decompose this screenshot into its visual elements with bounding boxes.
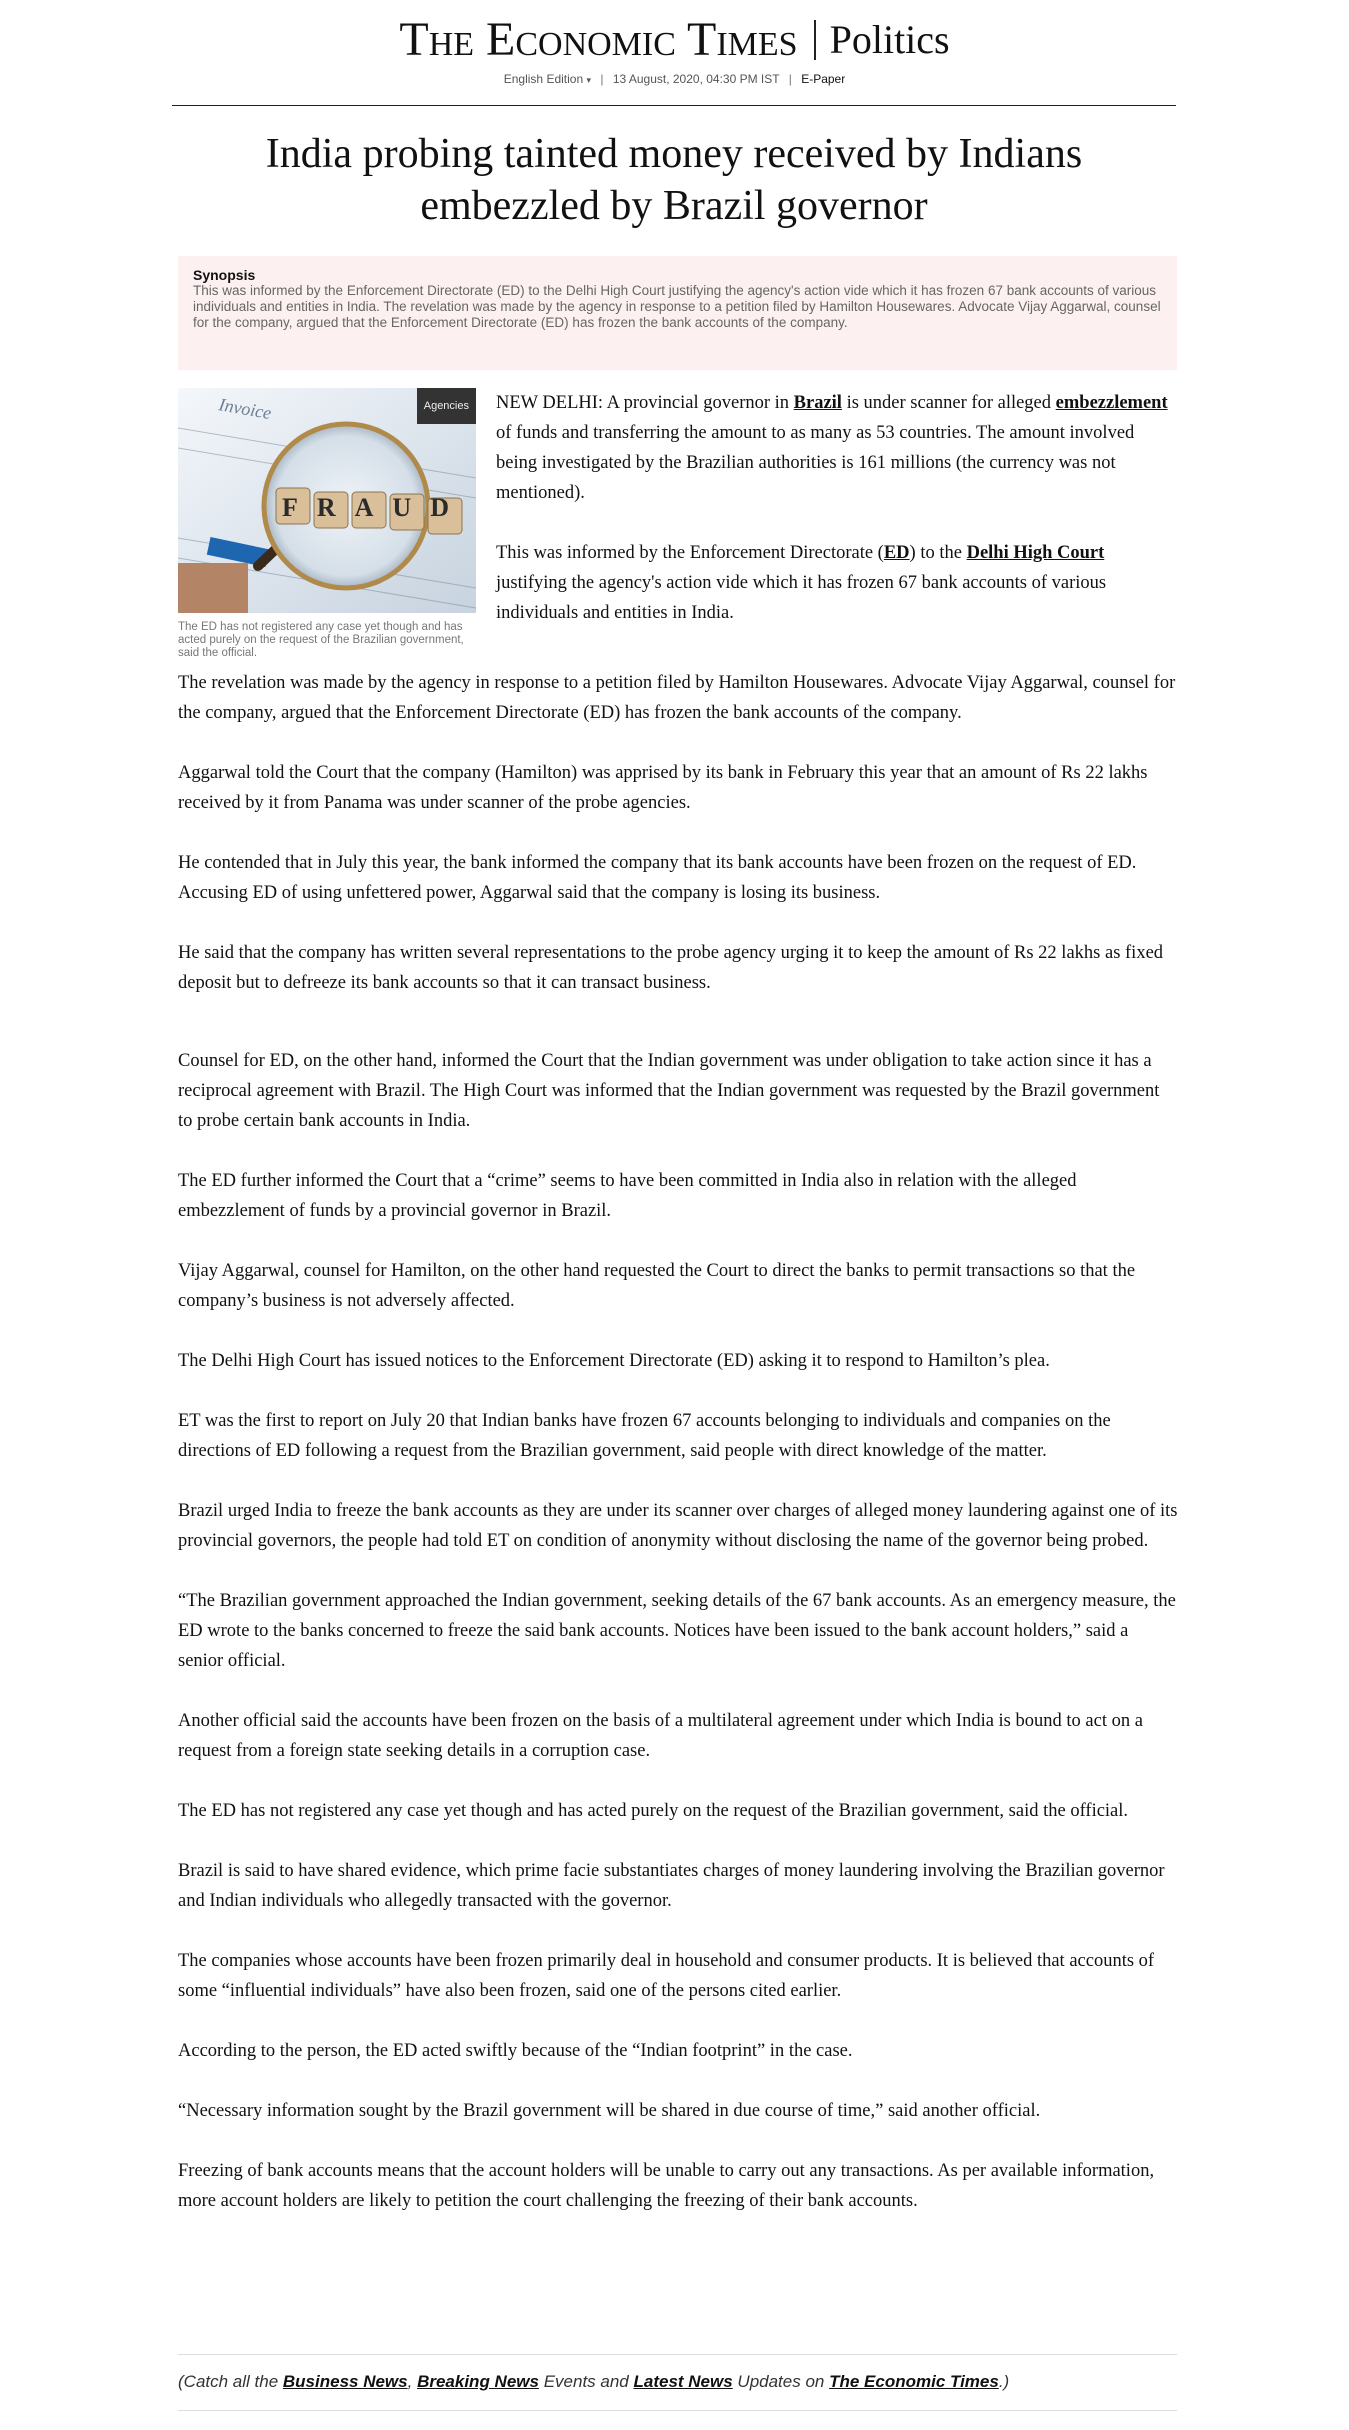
paragraph-text: of funds and transferring the amount to as many as 53 countries. The amount involved being investigated by the Brazilian authorities is 161 millions (the currency was not mentioned). bbox=[496, 423, 1135, 503]
meta-divider: | bbox=[600, 72, 604, 86]
paragraph: ET was the first to report on July 20 that Indian banks have frozen 67 accounts belonging to individuals and companies on the directions of ED following a request from the Brazilian government, said people with direct knowledge of the matter. bbox=[178, 1411, 1111, 1461]
paragraph: Another official said the accounts have been frozen on the basis of a multilateral agreement under which India is bound to act on a request from a foreign state seeking details in a corruption case. bbox=[178, 1711, 1143, 1761]
topic-link-brazil[interactable]: Brazil bbox=[793, 393, 842, 413]
breaking-news-link[interactable]: Breaking News bbox=[417, 2372, 539, 2391]
edition-selector[interactable] bbox=[504, 72, 591, 86]
paragraph: The revelation was made by the agency in response to a petition filed by Hamilton Housewares. Advocate Vijay Aggarwal, counsel for the company, argued that the Enforcement Directorate (ED) has frozen the bank accounts of the company. bbox=[178, 673, 1176, 723]
chevron-down-icon: ▾ bbox=[586, 75, 592, 85]
edition-label: English Edition bbox=[503, 72, 584, 86]
article-headline: India probing tainted money received by Indians embezzled by Brazil governor bbox=[265, 131, 1083, 229]
topic-link-embezzlement[interactable]: embezzlement bbox=[1055, 393, 1168, 413]
invoice-text: Invoice bbox=[217, 394, 273, 424]
paragraph: According to the person, the ED acted swiftly because of the “Indian footprint” in the case. bbox=[178, 2041, 853, 2061]
paragraph: He contended that in July this year, the bank informed the company that its bank accounts have been frozen on the request of ED. Accusing ED of using unfettered power, Aggarwal said that the company is losing its business. bbox=[178, 853, 1137, 903]
paragraph-text: justifying the agency's action vide which it has frozen 67 bank accounts of various individuals and entities in India. bbox=[496, 573, 1107, 623]
paragraph: Brazil is said to have shared evidence, which prime facie substantiates charges of money laundering involving the Brazilian governor and Indian individuals who allegedly transacted with the governor. bbox=[178, 1861, 1165, 1911]
epaper-link[interactable]: E-Paper bbox=[801, 72, 846, 86]
fraud-text: FRAUD bbox=[282, 493, 468, 522]
topic-link-delhi-high-court[interactable]: Delhi High Court bbox=[966, 543, 1105, 563]
paragraph-text: NEW DELHI: A provincial governor in bbox=[496, 393, 794, 413]
image-caption: The ED has not registered any case yet though and has acted purely on the request of the Brazilian government, said the official. bbox=[178, 621, 464, 659]
synopsis-text: This was informed by the Enforcement Directorate (ED) to the Delhi High Court justifying the agency's action vide which it has frozen 67 bank accounts of various individuals and entities in India. The revelation was made by the agency in response to a petition filed by Hamilton Housewares. Advocate Vijay Aggarwal, counsel for the company, argued that the Enforcement Directorate (ED) has frozen the bank accounts of the company. bbox=[193, 283, 1161, 330]
catch-all-news-line bbox=[178, 2372, 1177, 2392]
synopsis-title: Synopsis bbox=[193, 267, 256, 283]
synopsis-box bbox=[178, 256, 1177, 370]
latest-news-link[interactable]: Latest News bbox=[633, 2372, 733, 2391]
footer-text: , bbox=[407, 2372, 418, 2391]
paragraph: Freezing of bank accounts means that the account holders will be unable to carry out any transactions. As per available information, more account holders are likely to petition the court challenging the freezing of their bank accounts. bbox=[178, 2161, 1155, 2211]
brand-logo[interactable]: The Economic Times bbox=[399, 13, 798, 66]
footer-divider bbox=[178, 2354, 1177, 2355]
footer-text: (Catch all the bbox=[178, 2372, 283, 2391]
section-title[interactable]: Politics bbox=[829, 17, 950, 62]
business-news-link[interactable]: Business News bbox=[282, 2372, 408, 2391]
paragraph-text: This was informed by the Enforcement Directorate ( bbox=[496, 543, 884, 563]
article-image[interactable] bbox=[178, 388, 476, 613]
masthead bbox=[0, 14, 1349, 86]
footer-divider bbox=[178, 2410, 1177, 2411]
footer-text: .) bbox=[998, 2372, 1010, 2391]
paragraph: He said that the company has written several representations to the probe agency urging it to keep the amount of Rs 22 lakhs as fixed deposit but to defreeze its bank accounts so that it can transact business. bbox=[178, 943, 1164, 993]
paragraph: “Necessary information sought by the Brazil government will be shared in due course of time,” said another official. bbox=[178, 2101, 1041, 2121]
paragraph: The Delhi High Court has issued notices to the Enforcement Directorate (ED) asking it to respond to Hamilton’s plea. bbox=[178, 1351, 1050, 1371]
brand-divider bbox=[814, 20, 816, 60]
paragraph: The companies whose accounts have been frozen primarily deal in household and consumer products. It is believed that accounts of some “influential individuals” have also been frozen, said one of the persons cited earlier. bbox=[178, 1951, 1155, 2001]
meta-row bbox=[0, 72, 1349, 86]
paragraph: “The Brazilian government approached the Indian government, seeking details of the 67 bank accounts. As an emergency measure, the ED wrote to the banks concerned to freeze the said bank accounts. Notices have been issued to the bank account holders,” said a senior official. bbox=[178, 1591, 1176, 1671]
economic-times-link[interactable]: The Economic Times bbox=[829, 2372, 999, 2391]
meta-divider: | bbox=[788, 72, 792, 86]
publish-date: 13 August, 2020, 04:30 PM IST bbox=[612, 72, 780, 86]
paragraph: Brazil urged India to freeze the bank accounts as they are under its scanner over charges of alleged money laundering against one of its provincial governors, the people had told ET on condition of anonymity without disclosing the name of the governor being probed. bbox=[178, 1501, 1178, 1551]
paragraph: The ED has not registered any case yet though and has acted purely on the request of the Brazilian government, said the official. bbox=[178, 1801, 1129, 1821]
footer-text: Updates on bbox=[732, 2372, 830, 2391]
brand-row bbox=[0, 14, 1349, 66]
header-divider bbox=[172, 105, 1176, 106]
article-body bbox=[178, 388, 1178, 2246]
paragraph: Aggarwal told the Court that the company (Hamilton) was apprised by its bank in February this year that an amount of Rs 22 lakhs received by it from Panama was under scanner of the probe agencies. bbox=[178, 763, 1148, 813]
topic-link-ed[interactable]: ED bbox=[883, 543, 910, 563]
paragraph-text: is under scanner for alleged bbox=[841, 393, 1056, 413]
article-figure bbox=[178, 388, 476, 660]
paragraph: Vijay Aggarwal, counsel for Hamilton, on the other hand requested the Court to direct the banks to permit transactions so that the company’s business is not adversely affected. bbox=[178, 1261, 1136, 1311]
paragraph-text: ) to the bbox=[909, 543, 967, 563]
paragraph: The ED further informed the Court that a “crime” seems to have been committed in India also in relation with the alleged embezzlement of funds by a provincial governor in Brazil. bbox=[178, 1171, 1077, 1221]
paragraph: Counsel for ED, on the other hand, informed the Court that the Indian government was under obligation to take action since it has a reciprocal agreement with Brazil. The High Court was informed that the Indian government was requested by the Brazil government to probe certain bank accounts in India. bbox=[178, 1051, 1160, 1131]
footer-text: Events and bbox=[538, 2372, 634, 2391]
image-credit-badge: Agencies bbox=[417, 388, 476, 424]
